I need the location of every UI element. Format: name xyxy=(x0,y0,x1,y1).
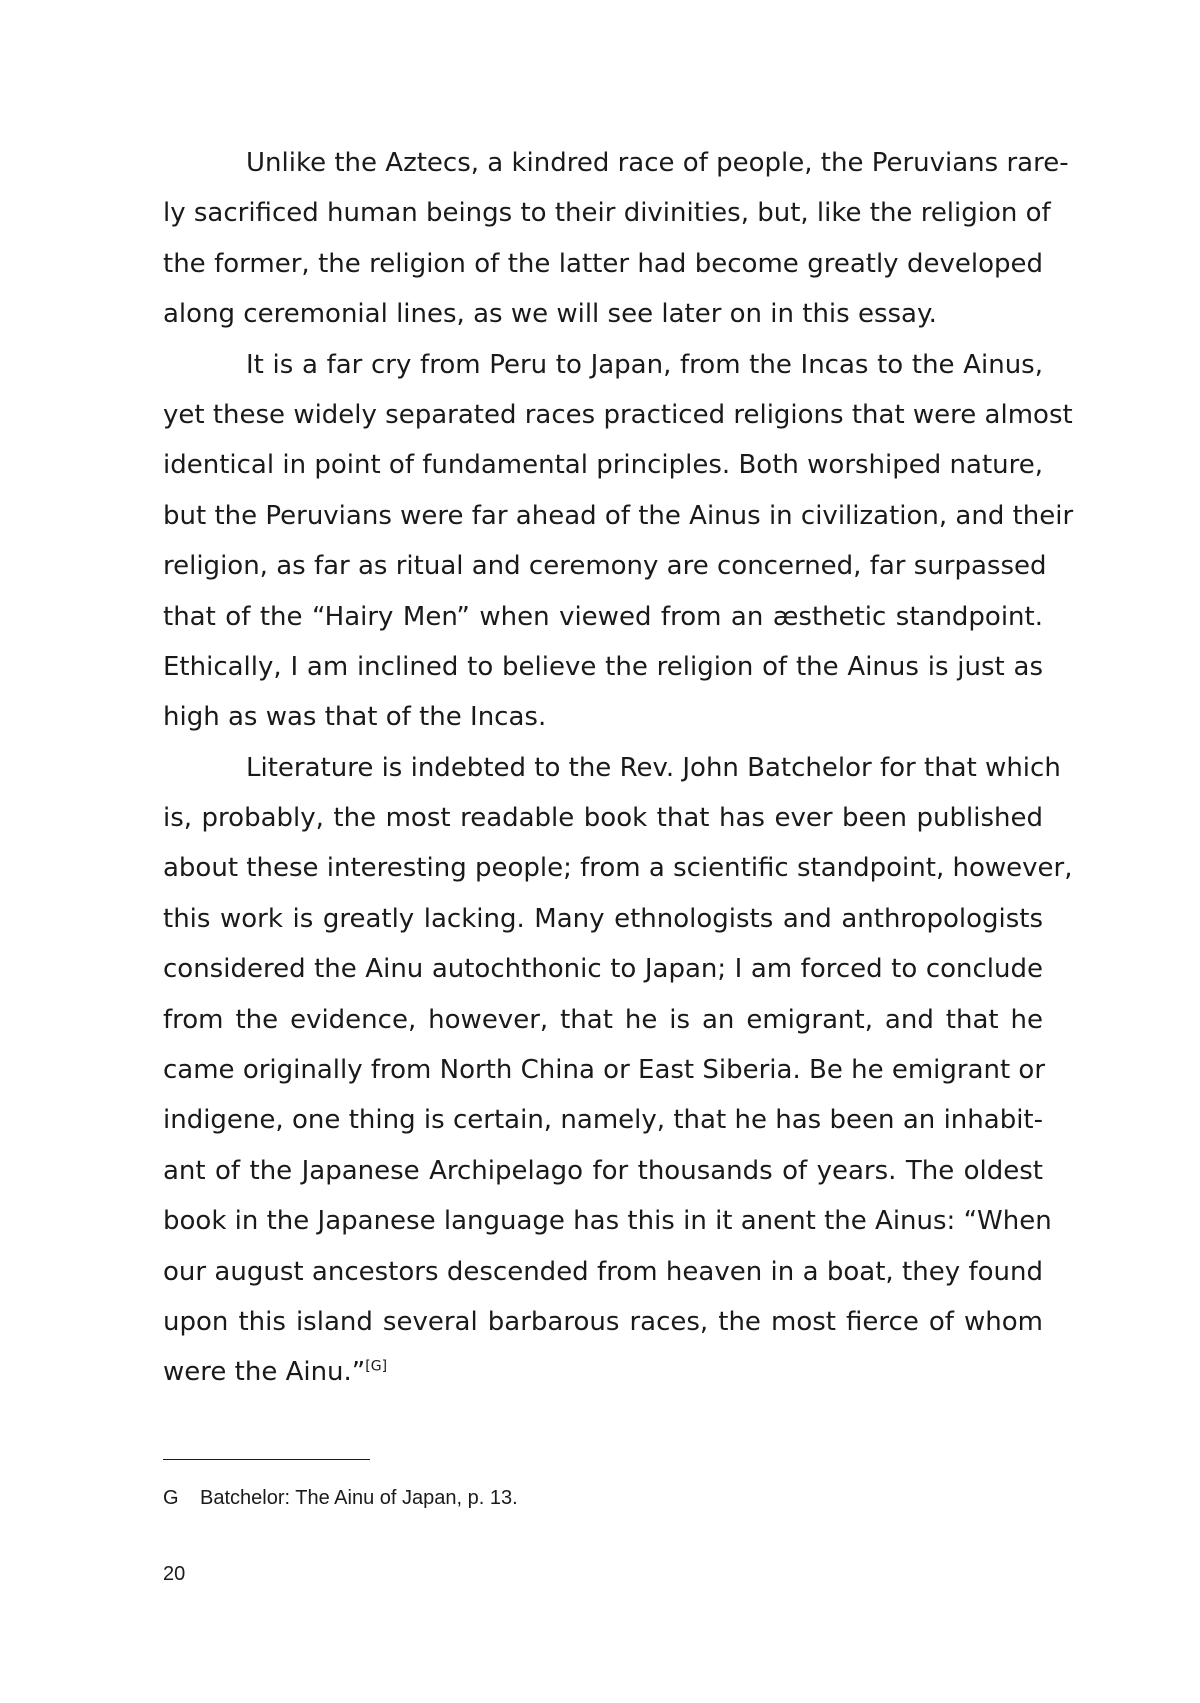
text-line: Unlike the Aztecs, a kindred race of people, the Peruvians rare- xyxy=(246,148,1069,178)
footnote xyxy=(163,1484,1043,1512)
text-line: from the evidence, however, that he is an emigrant, and that he xyxy=(163,1004,1043,1035)
text-line: but the Peruvians were far ahead of the Ainus in civilization, and their xyxy=(163,500,1074,531)
text-line: Literature is indebted to the Rev. John Batchelor for that which xyxy=(246,752,1061,783)
text-line: book in the Japanese language has this in it anent the Ainus: “When xyxy=(163,1206,1052,1237)
text-line: upon this island several barbarous races, the most fierce of whom xyxy=(163,1306,1043,1337)
text-line: the former, the religion of the latter had become greatly developed xyxy=(163,248,1043,279)
text-line-final xyxy=(163,1347,1043,1397)
text-line: yet these widely separated races practiced religions that were almost xyxy=(163,399,1073,430)
text-line: indigene, one thing is certain, namely, that he has been an inhabit- xyxy=(163,1105,1043,1136)
text-line: came originally from North China or East Siberia. Be he emigrant or xyxy=(163,1055,1046,1086)
text-line-content: were the Ainu.” xyxy=(163,1357,366,1388)
text-line: ant of the Japanese Archipelago for thousands of years. The oldest xyxy=(163,1155,1043,1186)
body-text xyxy=(163,138,1074,1398)
text-line: It is a far cry from Peru to Japan, from the Incas to the Ainus, xyxy=(246,349,1043,380)
text-line: Ethically, I am inclined to believe the religion of the Ainus is just as xyxy=(163,651,1043,682)
text-line: considered the Ainu autochthonic to Japan; I am forced to conclude xyxy=(163,954,1043,985)
text-line: is, probably, the most readable book that has ever been published xyxy=(163,803,1043,834)
text-line: high as was that of the Incas. xyxy=(163,702,547,733)
text-line: identical in point of fundamental principles. Both worshiped nature, xyxy=(163,450,1043,481)
text-line: that of the “Hairy Men” when viewed from an æsthetic standpoint. xyxy=(163,601,1043,632)
footnote-text: Batchelor: The Ainu of Japan, p. 13. xyxy=(200,1487,518,1509)
text-line: about these interesting people; from a scientific standpoint, however, xyxy=(163,853,1073,884)
footnote-divider xyxy=(163,1459,370,1460)
text-line: religion, as far as ritual and ceremony are concerned, far surpassed xyxy=(163,551,1047,582)
text-line: our august ancestors descended from heaven in a boat, they found xyxy=(163,1256,1043,1287)
text-line: this work is greatly lacking. Many ethnologists and anthropologists xyxy=(163,903,1043,934)
text-line: along ceremonial lines, as we will see later on in this essay. xyxy=(163,299,937,330)
text-line: ly sacrificed human beings to their divinities, but, like the religion of xyxy=(163,198,1051,229)
footnote-label: G xyxy=(163,1487,179,1509)
footnote-reference[interactable]: [G] xyxy=(365,1358,388,1375)
page-number: 20 xyxy=(163,1563,186,1585)
